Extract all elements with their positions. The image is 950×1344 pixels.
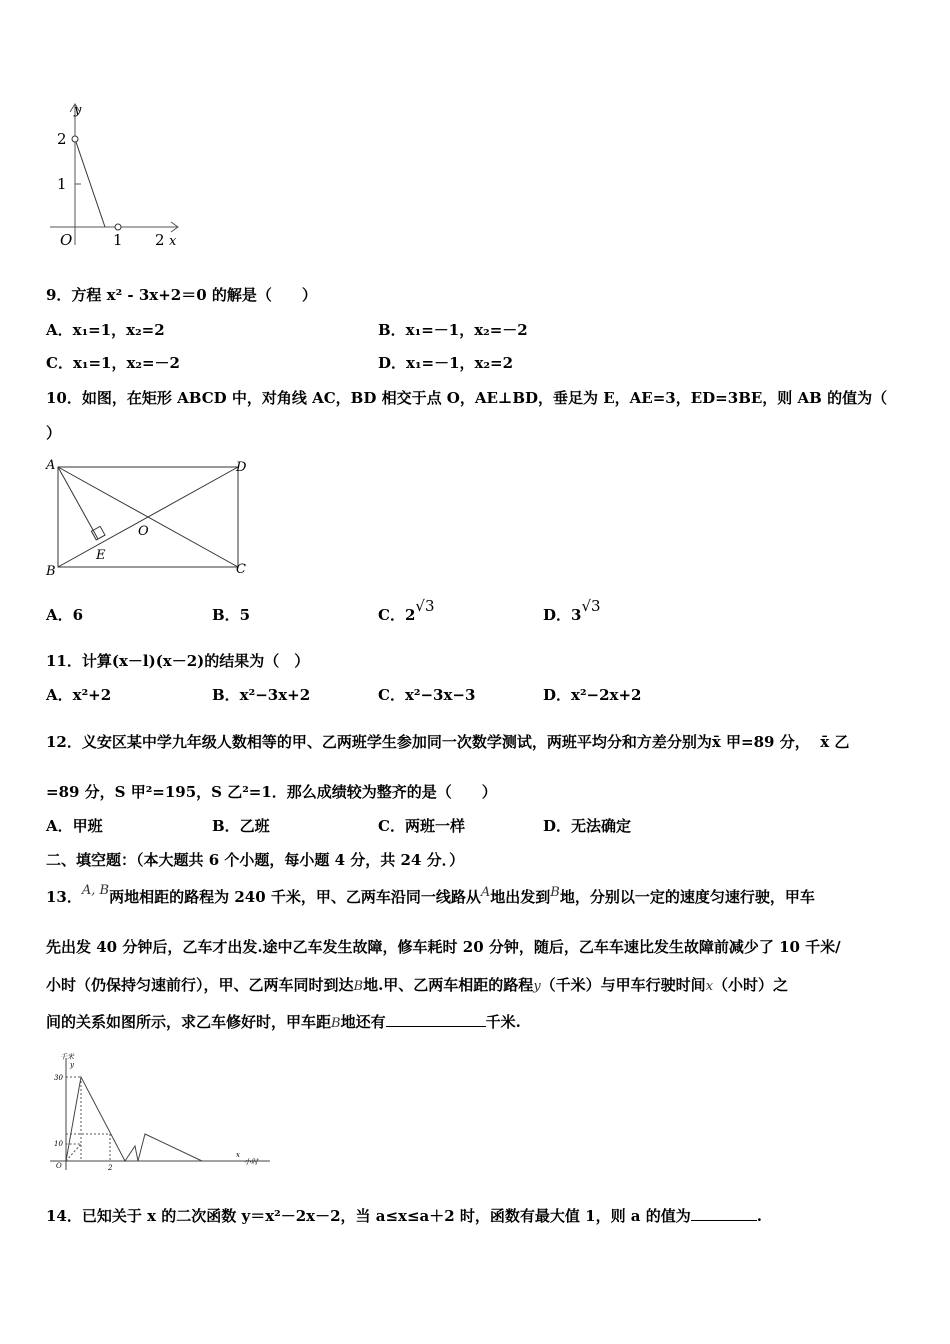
q13-text: 两地相距的路程为 240 千米，甲、乙两车沿同一线路从 xyxy=(109,888,481,906)
q12-option-c: C．两班一样 xyxy=(378,817,465,835)
q9-stem: 9．方程 x² - 3x+2＝0 的解是（ ） xyxy=(46,286,317,304)
q10-stem: 10．如图，在矩形 ABCD 中，对角线 AC，BD 相交于点 O，AE⊥BD，垂足为 E，AE=3，ED=3BE，则 AB 的值为（ xyxy=(46,389,888,407)
q13-text: 地，分别以一定的速度匀速行驶，甲车 xyxy=(559,888,815,906)
q11-option-b: B．x²−3x+2 xyxy=(212,686,311,704)
tick-2: 2 xyxy=(108,1164,113,1172)
var-b: B xyxy=(550,885,560,900)
q13-text: 小时（仍保持匀速前行），甲、乙两车同时到达 xyxy=(46,976,354,994)
var-b: B xyxy=(331,1016,341,1031)
q9-option-a: A．x₁=1，x₂=2 xyxy=(46,321,165,339)
mean-jia: x̄ 甲=89 分， xyxy=(711,733,810,751)
tick-30: 30 xyxy=(54,1074,63,1082)
x-tick-1: 1 xyxy=(113,231,123,249)
var-x: x xyxy=(705,979,714,994)
q9-option-c: C．x₁=1，x₂=－2 xyxy=(46,354,180,372)
q13-text: 地出发到 xyxy=(490,888,551,906)
y-label: y xyxy=(74,103,82,118)
y-unit: 千米 xyxy=(60,1053,74,1061)
q13-text: 地还有 xyxy=(340,1013,386,1031)
x-tick-2: 2 xyxy=(155,231,165,249)
distance-polyline xyxy=(66,1077,202,1161)
q13-line3 xyxy=(46,975,788,997)
y-label: y xyxy=(70,1061,74,1069)
option-d-text: D．3 xyxy=(543,606,582,624)
q11-option-c: C．x²−3x−3 xyxy=(378,686,476,704)
q9-option-b: B．x₁=－1，x₂=－2 xyxy=(378,321,528,339)
q12-option-d: D．无法确定 xyxy=(543,817,632,835)
point-b: B xyxy=(46,564,56,579)
q13-text: 地.甲、乙两车相距的路程 xyxy=(363,976,534,994)
point-a: A xyxy=(46,458,56,473)
q9-option-d: D．x₁=－1，x₂=2 xyxy=(378,354,514,372)
q13-text: 间的关系如图所示，求乙车修好时，甲车距 xyxy=(46,1013,332,1031)
q11-option-d: D．x²−2x+2 xyxy=(543,686,642,704)
tick-10: 10 xyxy=(54,1140,63,1148)
q12-option-b: B．乙班 xyxy=(212,817,270,835)
q13-line4 xyxy=(46,1012,521,1034)
origin-label: O xyxy=(60,231,73,249)
graph-line xyxy=(75,139,105,227)
q11-stem: 11．计算(x－l)(x－2)的结果为（ ） xyxy=(46,652,310,670)
q14-stem xyxy=(46,1206,762,1226)
q10-option-a: A．6 xyxy=(46,606,84,624)
var-a: A xyxy=(480,885,491,900)
q13-text: 千米. xyxy=(485,1013,521,1031)
x-unit: 小时 xyxy=(244,1158,258,1166)
sqrt3: √3 xyxy=(581,597,601,615)
q14-text: 14．已知关于 x 的二次函数 y＝x²－2x－2，当 a≤x≤a＋2 时，函数有最大值 1，则 a 的值为 xyxy=(46,1207,691,1225)
sqrt3: √3 xyxy=(415,597,435,615)
point-c: C xyxy=(236,562,246,577)
section-2-heading: 二、填空题：（本大题共 6 个小题，每小题 4 分，共 24 分．） xyxy=(46,851,465,869)
q13-line2: 先出发 40 分钟后，乙车才出发.途中乙车发生故障，修车耗时 20 分钟，随后，乙车车速比发生故障前减少了 10 千米/ xyxy=(46,938,841,956)
q13-line1 xyxy=(46,883,815,909)
q13-graph xyxy=(40,1050,270,1175)
answer-blank[interactable] xyxy=(386,1026,486,1027)
q13-text: （小时）之 xyxy=(713,976,789,994)
q13-number: 13． xyxy=(46,888,82,906)
q10-stem-end: ） xyxy=(46,424,62,442)
q14-end: . xyxy=(756,1207,762,1225)
q10-option-d xyxy=(543,597,601,625)
tick-1: 1 xyxy=(57,175,67,193)
origin: O xyxy=(56,1162,62,1170)
q12-stem-line1 xyxy=(46,732,849,752)
q10-rectangle-figure xyxy=(40,455,255,580)
point-e: E xyxy=(96,548,106,563)
var-ab: A, B xyxy=(81,883,110,898)
point-d: D xyxy=(236,460,247,475)
q12-text: 12．义安区某中学九年级人数相等的甲、乙两班学生参加同一次数学测试，两班平均分和方差分别为 xyxy=(46,733,712,751)
mean-yi: x̄ 乙 xyxy=(820,733,850,751)
x-label: x xyxy=(236,1151,240,1159)
option-c-text: C．2 xyxy=(378,606,416,624)
q10-option-b: B．5 xyxy=(212,606,251,624)
q12-option-a: A．甲班 xyxy=(46,817,103,835)
q10-option-c xyxy=(378,597,435,625)
q12-stem-line2: =89 分，S 甲²=195，S 乙²=1．那么成绩较为整齐的是（ ） xyxy=(46,783,497,801)
var-b: B xyxy=(353,979,364,994)
q13-text: （千米）与甲车行驶时间 xyxy=(540,976,706,994)
q11-option-a: A．x²+2 xyxy=(46,686,112,704)
x-label: x xyxy=(169,234,177,249)
answer-blank[interactable] xyxy=(691,1220,757,1221)
point-o: O xyxy=(138,524,149,539)
var-y: y xyxy=(533,979,541,994)
tick-2: 2 xyxy=(57,130,67,148)
q8-graph xyxy=(45,100,185,250)
